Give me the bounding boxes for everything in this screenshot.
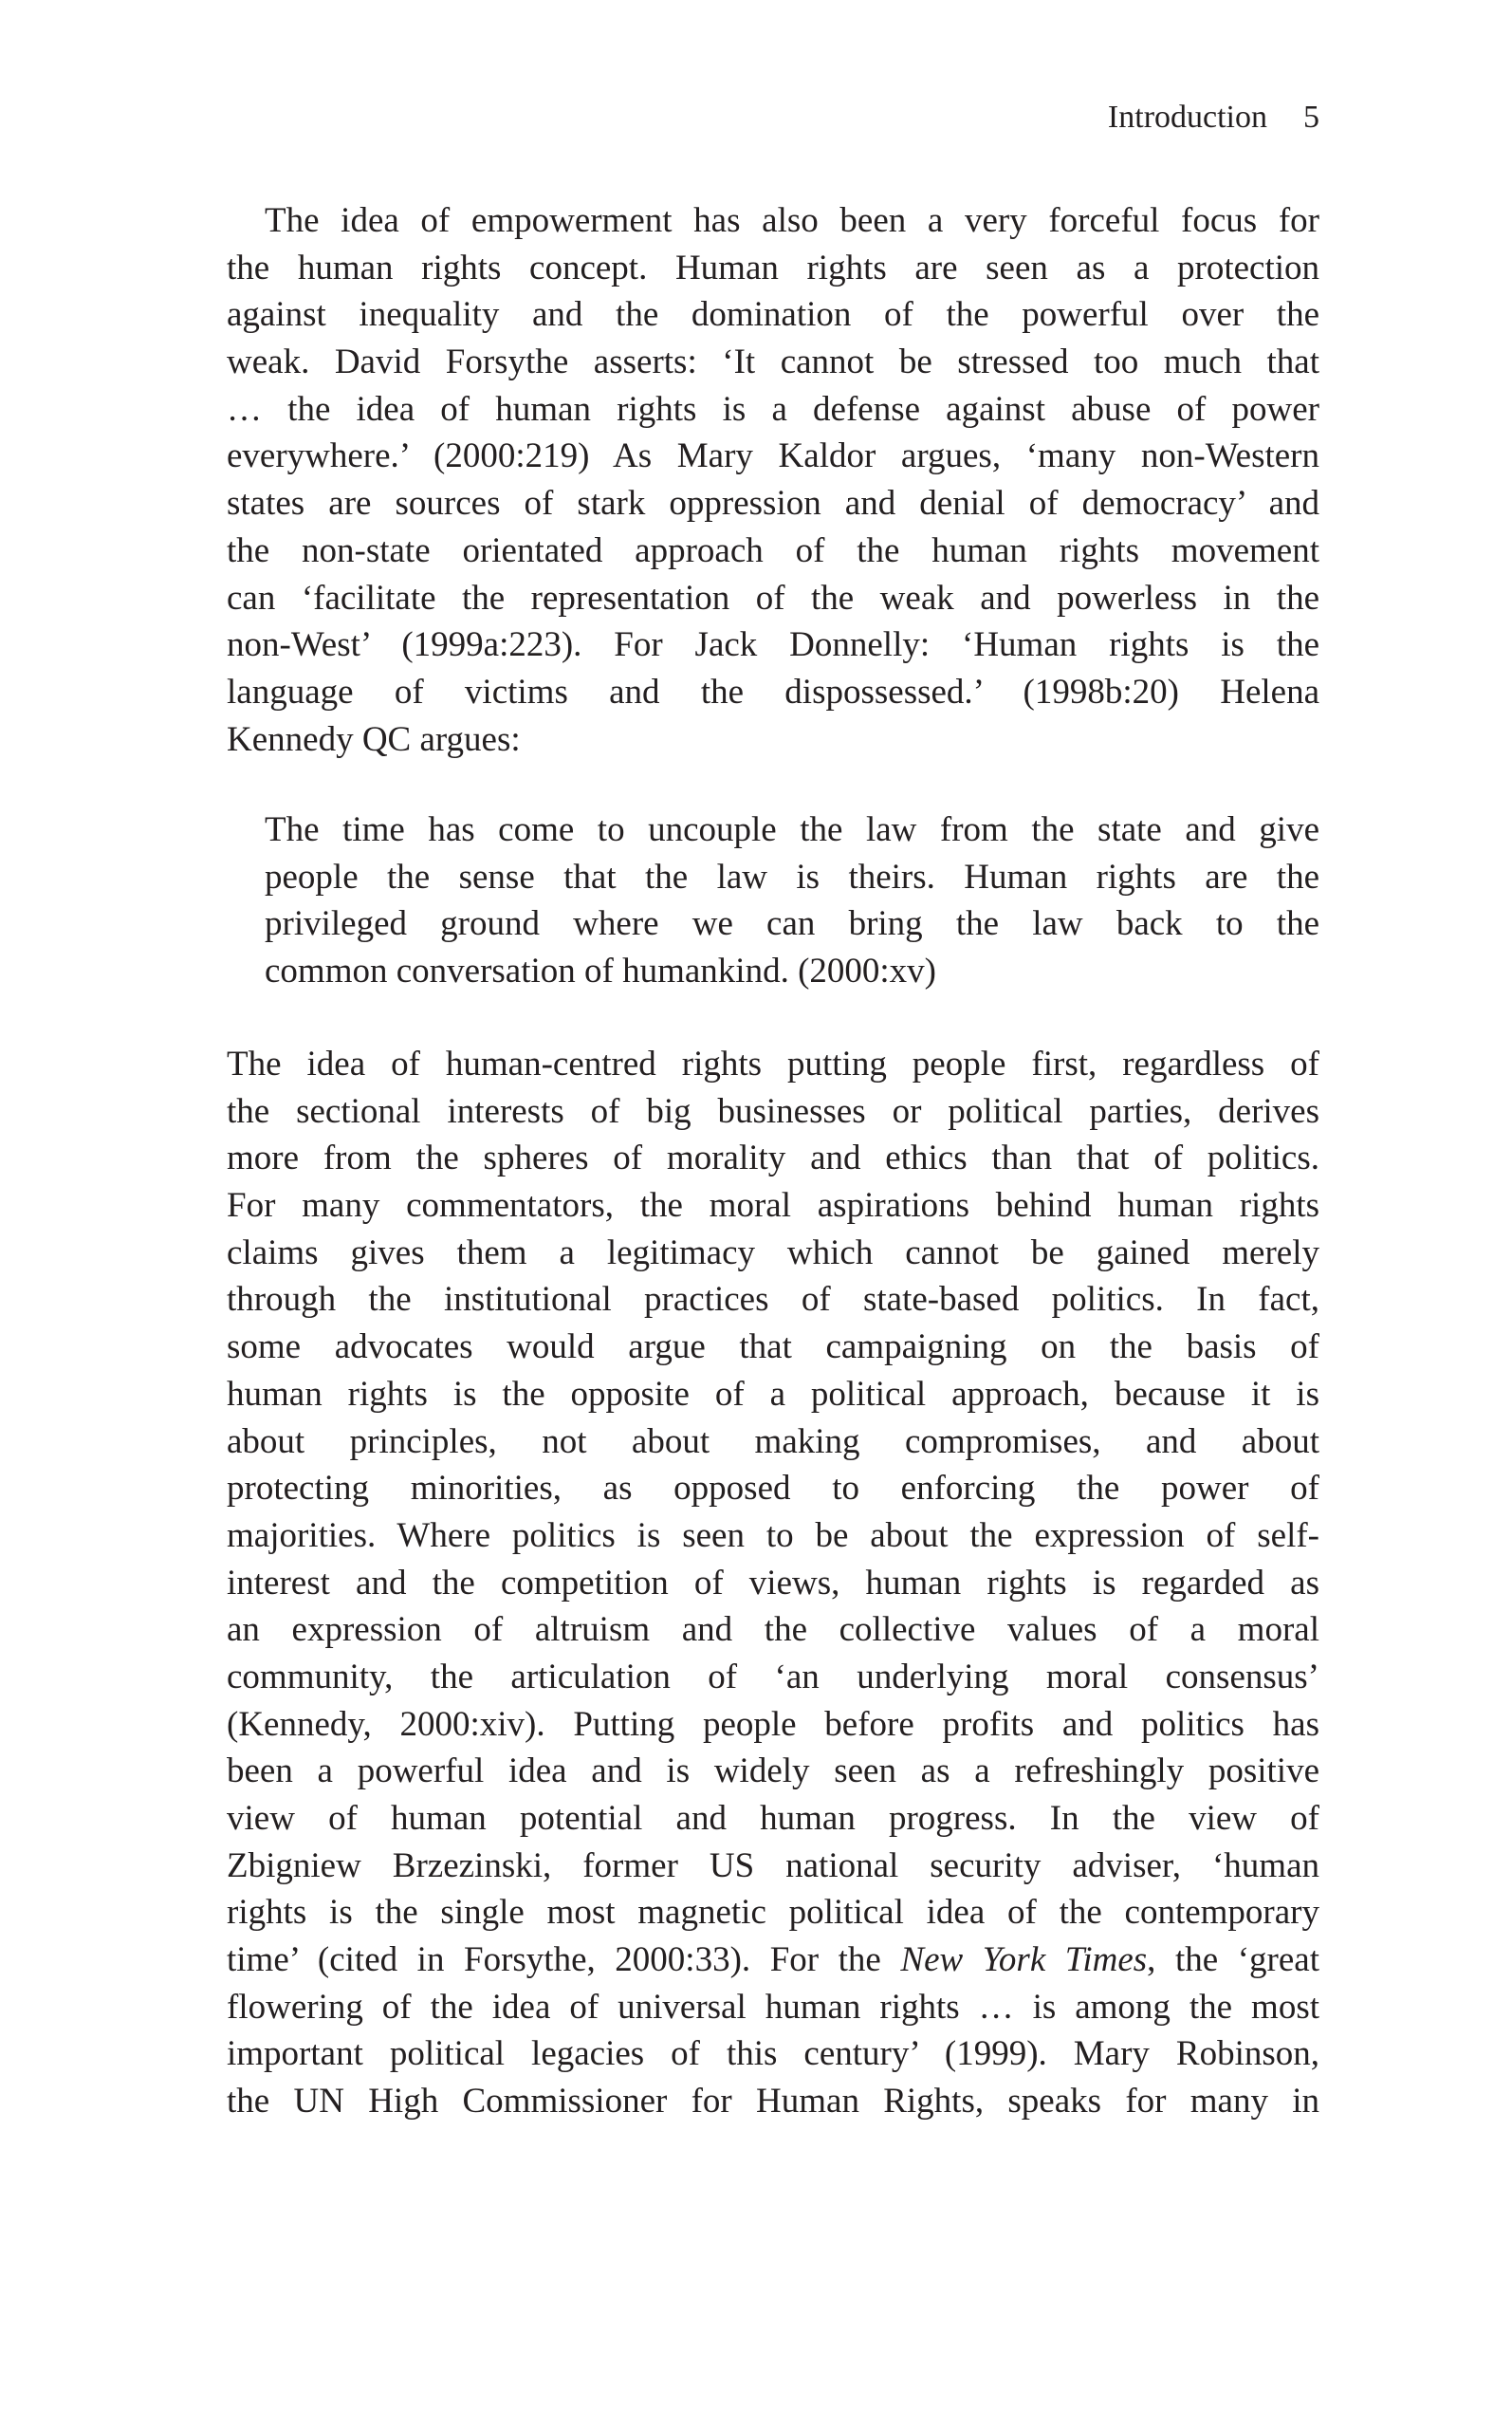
text-line: non-West’ (1999a:223). For Jack Donnelly: ‘Human rights is the (227, 625, 1319, 665)
text-segment: time’ (cited in Forsythe, 2000:33). For the (227, 1940, 901, 1980)
text-line: The idea of human-centred rights putting people first, regardless of (227, 1045, 1319, 1084)
text-line: Kennedy QC argues: (227, 719, 521, 759)
text-line: can ‘facilitate the representation of the weak and powerless in the (227, 578, 1319, 618)
text-line: about principles, not about making compromises, and about (227, 1421, 1319, 1461)
text-segment: , the ‘great (1147, 1940, 1319, 1980)
quote-line: people the sense that the law is theirs. Human rights are the (265, 857, 1319, 897)
text-line: important political legacies of this century’ (1999). Mary Robinson, (227, 2034, 1319, 2074)
text-line: been a powerful idea and is widely seen as a refreshingly positive (227, 1751, 1319, 1791)
block-quote (265, 806, 1319, 995)
text-line: against inequality and the domination of the powerful over the (227, 295, 1319, 335)
text-line: claims gives them a legitimacy which cannot be gained merely (227, 1232, 1319, 1272)
text-line: the UN High Commissioner for Human Rights, speaks for many in (227, 2082, 1319, 2122)
quote-line: privileged ground where we can bring the law back to the (265, 904, 1319, 944)
text-line: protecting minorities, as opposed to enforcing the power of (227, 1469, 1319, 1509)
text-line: weak. David Forsythe asserts: ‘It cannot be stressed too much that (227, 343, 1319, 382)
text-line: more from the spheres of morality and ethics than that of politics. (227, 1139, 1319, 1178)
text-line: community, the articulation of ‘an underlying moral consensus’ (227, 1657, 1319, 1696)
text-line-with-italic (227, 1936, 1319, 1984)
text-line: rights is the single most magnetic political idea of the contemporary (227, 1893, 1319, 1933)
text-line: language of victims and the dispossessed.’ (1998b:20) Helena (227, 672, 1319, 712)
text-line: (Kennedy, 2000:xiv). Putting people before profits and politics has (227, 1704, 1319, 1744)
text-line: the human rights concept. Human rights are seen as a protection (227, 248, 1319, 287)
paragraph-human-centred-rights (227, 1041, 1319, 2125)
text-line: the sectional interests of big businesses or political parties, derives (227, 1091, 1319, 1131)
quote-line: common conversation of humankind. (2000:xv) (265, 952, 937, 991)
text-line: interest and the competition of views, human rights is regarded as (227, 1563, 1319, 1603)
text-line: Zbigniew Brzezinski, former US national security adviser, ‘human (227, 1845, 1319, 1885)
paragraph-empowerment (227, 197, 1319, 763)
text-line: an expression of altruism and the collective values of a moral (227, 1610, 1319, 1650)
text-line: everywhere.’ (2000:219) As Mary Kaldor argues, ‘many non-Western (227, 436, 1319, 476)
text-line: … the idea of human rights is a defense against abuse of power (227, 389, 1319, 429)
quote-line: The time has come to uncouple the law from the state and give (265, 810, 1319, 849)
running-header (1108, 95, 1319, 140)
text-line: through the institutional practices of state-based politics. In fact, (227, 1280, 1319, 1320)
text-line: human rights is the opposite of a political approach, because it is (227, 1374, 1319, 1414)
publication-title: New York Times (900, 1940, 1148, 1980)
text-line: the non-state orientated approach of the human rights movement (227, 530, 1319, 570)
text-line: states are sources of stark oppression and denial of democracy’ and (227, 484, 1319, 524)
text-line: some advocates would argue that campaigning on the basis of (227, 1327, 1319, 1367)
text-line: majorities. Where politics is seen to be about the expression of self- (227, 1515, 1319, 1555)
section-title: Introduction (1107, 100, 1267, 135)
text-line: For many commentators, the moral aspirations behind human rights (227, 1186, 1319, 1226)
text-line: flowering of the idea of universal human rights … is among the most (227, 1987, 1319, 2027)
text-line: The idea of empowerment has also been a very forceful focus for (265, 201, 1319, 240)
text-line: view of human potential and human progress. In the view of (227, 1799, 1319, 1838)
page-number: 5 (1303, 100, 1319, 135)
